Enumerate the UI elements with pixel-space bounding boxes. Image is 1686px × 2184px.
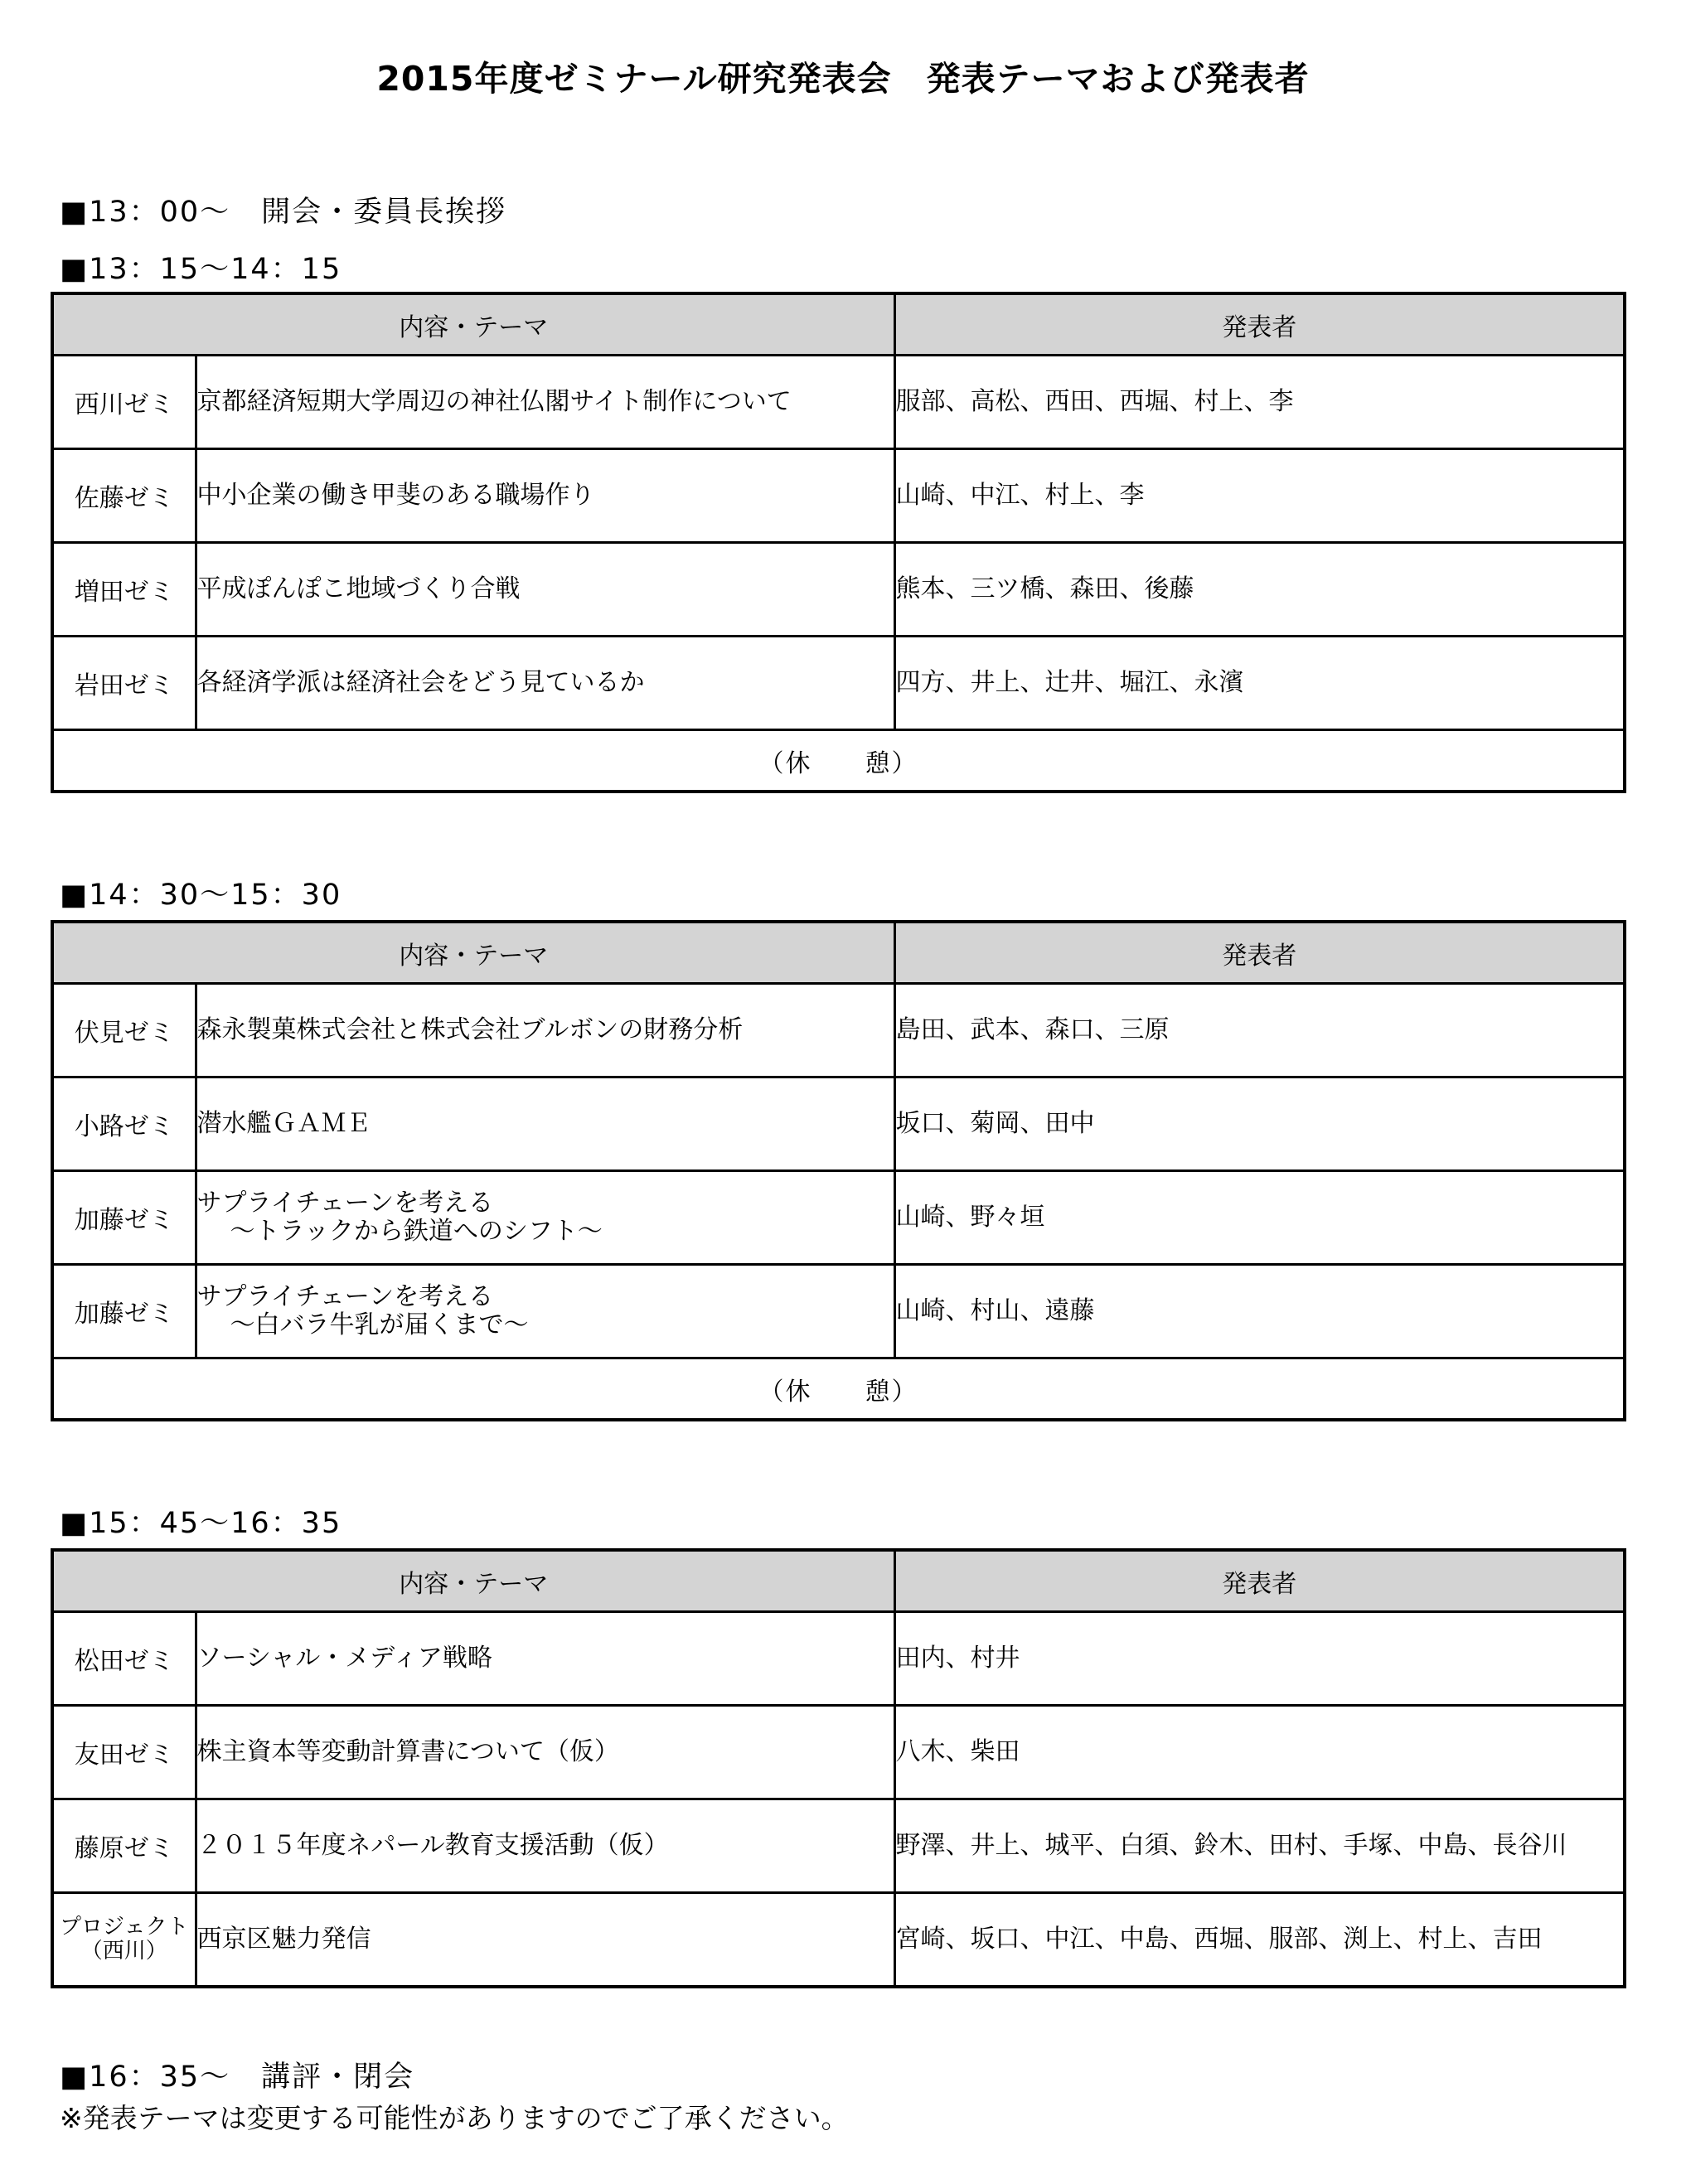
theme-cell: 株主資本等変動計算書について（仮）: [196, 1706, 894, 1799]
table-row: [52, 1612, 1625, 1706]
presenters-cell: 野澤、井上、城平、白須、鈴木、田村、手塚、中島、長谷川: [894, 1799, 1625, 1893]
theme-main: サプライチェーンを考える: [196, 1281, 494, 1311]
theme-header: 内容・テーマ: [52, 1550, 894, 1612]
break-label: （休 憩）: [52, 730, 1625, 792]
session-1-time: ■13：15～14：15: [60, 253, 342, 286]
theme-subtitle: ～トラックから鉄道へのシフト～: [230, 1217, 603, 1246]
theme-header: 内容・テーマ: [52, 293, 894, 356]
presenters-cell: 四方、井上、辻井、堀江、永濱: [894, 637, 1625, 730]
table-row: [52, 1077, 1625, 1171]
presenters-header: 発表者: [894, 1550, 1625, 1612]
session-1-table: [51, 292, 1626, 793]
theme-cell: 京都経済短期大学周辺の神社仏閣サイト制作について: [196, 356, 894, 449]
seminar-cell: 佐藤ゼミ: [52, 449, 196, 543]
theme-cell: 中小企業の働き甲斐のある職場作り: [196, 449, 894, 543]
session-2-table: [51, 920, 1626, 1421]
break-row: [52, 1358, 1625, 1421]
seminar-cell: 加藤ゼミ: [52, 1265, 196, 1358]
theme-main: サプライチェーンを考える: [196, 1188, 494, 1218]
presenters-cell: 宮崎、坂口、中江、中島、西堀、服部、渕上、村上、吉田: [894, 1893, 1625, 1988]
table-row: [52, 1265, 1625, 1358]
seminar-cell: 小路ゼミ: [52, 1077, 196, 1171]
presenters-cell: 島田、武本、森口、三原: [894, 984, 1625, 1077]
table-row: [52, 1171, 1625, 1265]
theme-cell: [196, 1171, 894, 1265]
table-row: [52, 1799, 1625, 1893]
table-row: [52, 1706, 1625, 1799]
presenters-cell: 服部、高松、西田、西堀、村上、李: [894, 356, 1625, 449]
session-3-time: ■15：45～16：35: [60, 1507, 342, 1540]
presenters-cell: 坂口、菊岡、田中: [894, 1077, 1625, 1171]
theme-cell: 平成ぽんぽこ地域づくり合戦: [196, 543, 894, 637]
theme-header: 内容・テーマ: [52, 922, 894, 984]
opening-line: ■13：00～ 開会・委員長挨拶: [60, 196, 507, 229]
seminar-cell: 友田ゼミ: [52, 1706, 196, 1799]
seminar-cell: [52, 1893, 196, 1988]
table-row: [52, 637, 1625, 730]
presenters-cell: 八木、柴田: [894, 1706, 1625, 1799]
theme-cell: 潜水艦ＧＡＭＥ: [196, 1077, 894, 1171]
seminar-cell: 藤原ゼミ: [52, 1799, 196, 1893]
seminar-cell: 松田ゼミ: [52, 1612, 196, 1706]
seminar-cell: 岩田ゼミ: [52, 637, 196, 730]
session-2-time: ■14：30～15：30: [60, 879, 342, 912]
closing-line: ■16：35～ 講評・閉会: [60, 2061, 415, 2094]
theme-subtitle: ～白バラ牛乳が届くまで～: [230, 1310, 529, 1339]
theme-cell: ２０１５年度ネパール教育支援活動（仮）: [196, 1799, 894, 1893]
table-header-row: [52, 922, 1625, 984]
theme-cell: 西京区魅力発信: [196, 1893, 894, 1988]
session-3-table: [51, 1548, 1626, 1988]
table-header-row: [52, 1550, 1625, 1612]
table-header-row: [52, 293, 1625, 356]
seminar-cell: 増田ゼミ: [52, 543, 196, 637]
seminar-cell: 西川ゼミ: [52, 356, 196, 449]
break-label: （休 憩）: [52, 1358, 1625, 1421]
presenters-cell: 山崎、野々垣: [894, 1171, 1625, 1265]
presenters-header: 発表者: [894, 293, 1625, 356]
table-row: [52, 356, 1625, 449]
seminar-subtitle: （西川）: [80, 1939, 167, 1964]
presenters-header: 発表者: [894, 922, 1625, 984]
table-row: [52, 984, 1625, 1077]
presenters-cell: 田内、村井: [894, 1612, 1625, 1706]
table-row: [52, 449, 1625, 543]
page-title: 2015年度ゼミナール研究発表会 発表テーマおよび発表者: [376, 59, 1310, 99]
theme-cell: ソーシャル・メディア戦略: [196, 1612, 894, 1706]
seminar-cell: 加藤ゼミ: [52, 1171, 196, 1265]
theme-cell: 森永製菓株式会社と株式会社ブルボンの財務分析: [196, 984, 894, 1077]
theme-cell: [196, 1265, 894, 1358]
seminar-cell: 伏見ゼミ: [52, 984, 196, 1077]
presenters-cell: 山崎、村山、遠藤: [894, 1265, 1625, 1358]
seminar-main: プロジェクト: [60, 1915, 189, 1940]
break-row: [52, 730, 1625, 792]
table-row: [52, 1893, 1625, 1988]
presenters-cell: 熊本、三ツ橋、森田、後藤: [894, 543, 1625, 637]
presenters-cell: 山崎、中江、村上、李: [894, 449, 1625, 543]
table-row: [52, 543, 1625, 637]
theme-cell: 各経済学派は経済社会をどう見ているか: [196, 637, 894, 730]
footnote: ※発表テーマは変更する可能性がありますのでご了承ください。: [60, 2102, 849, 2134]
